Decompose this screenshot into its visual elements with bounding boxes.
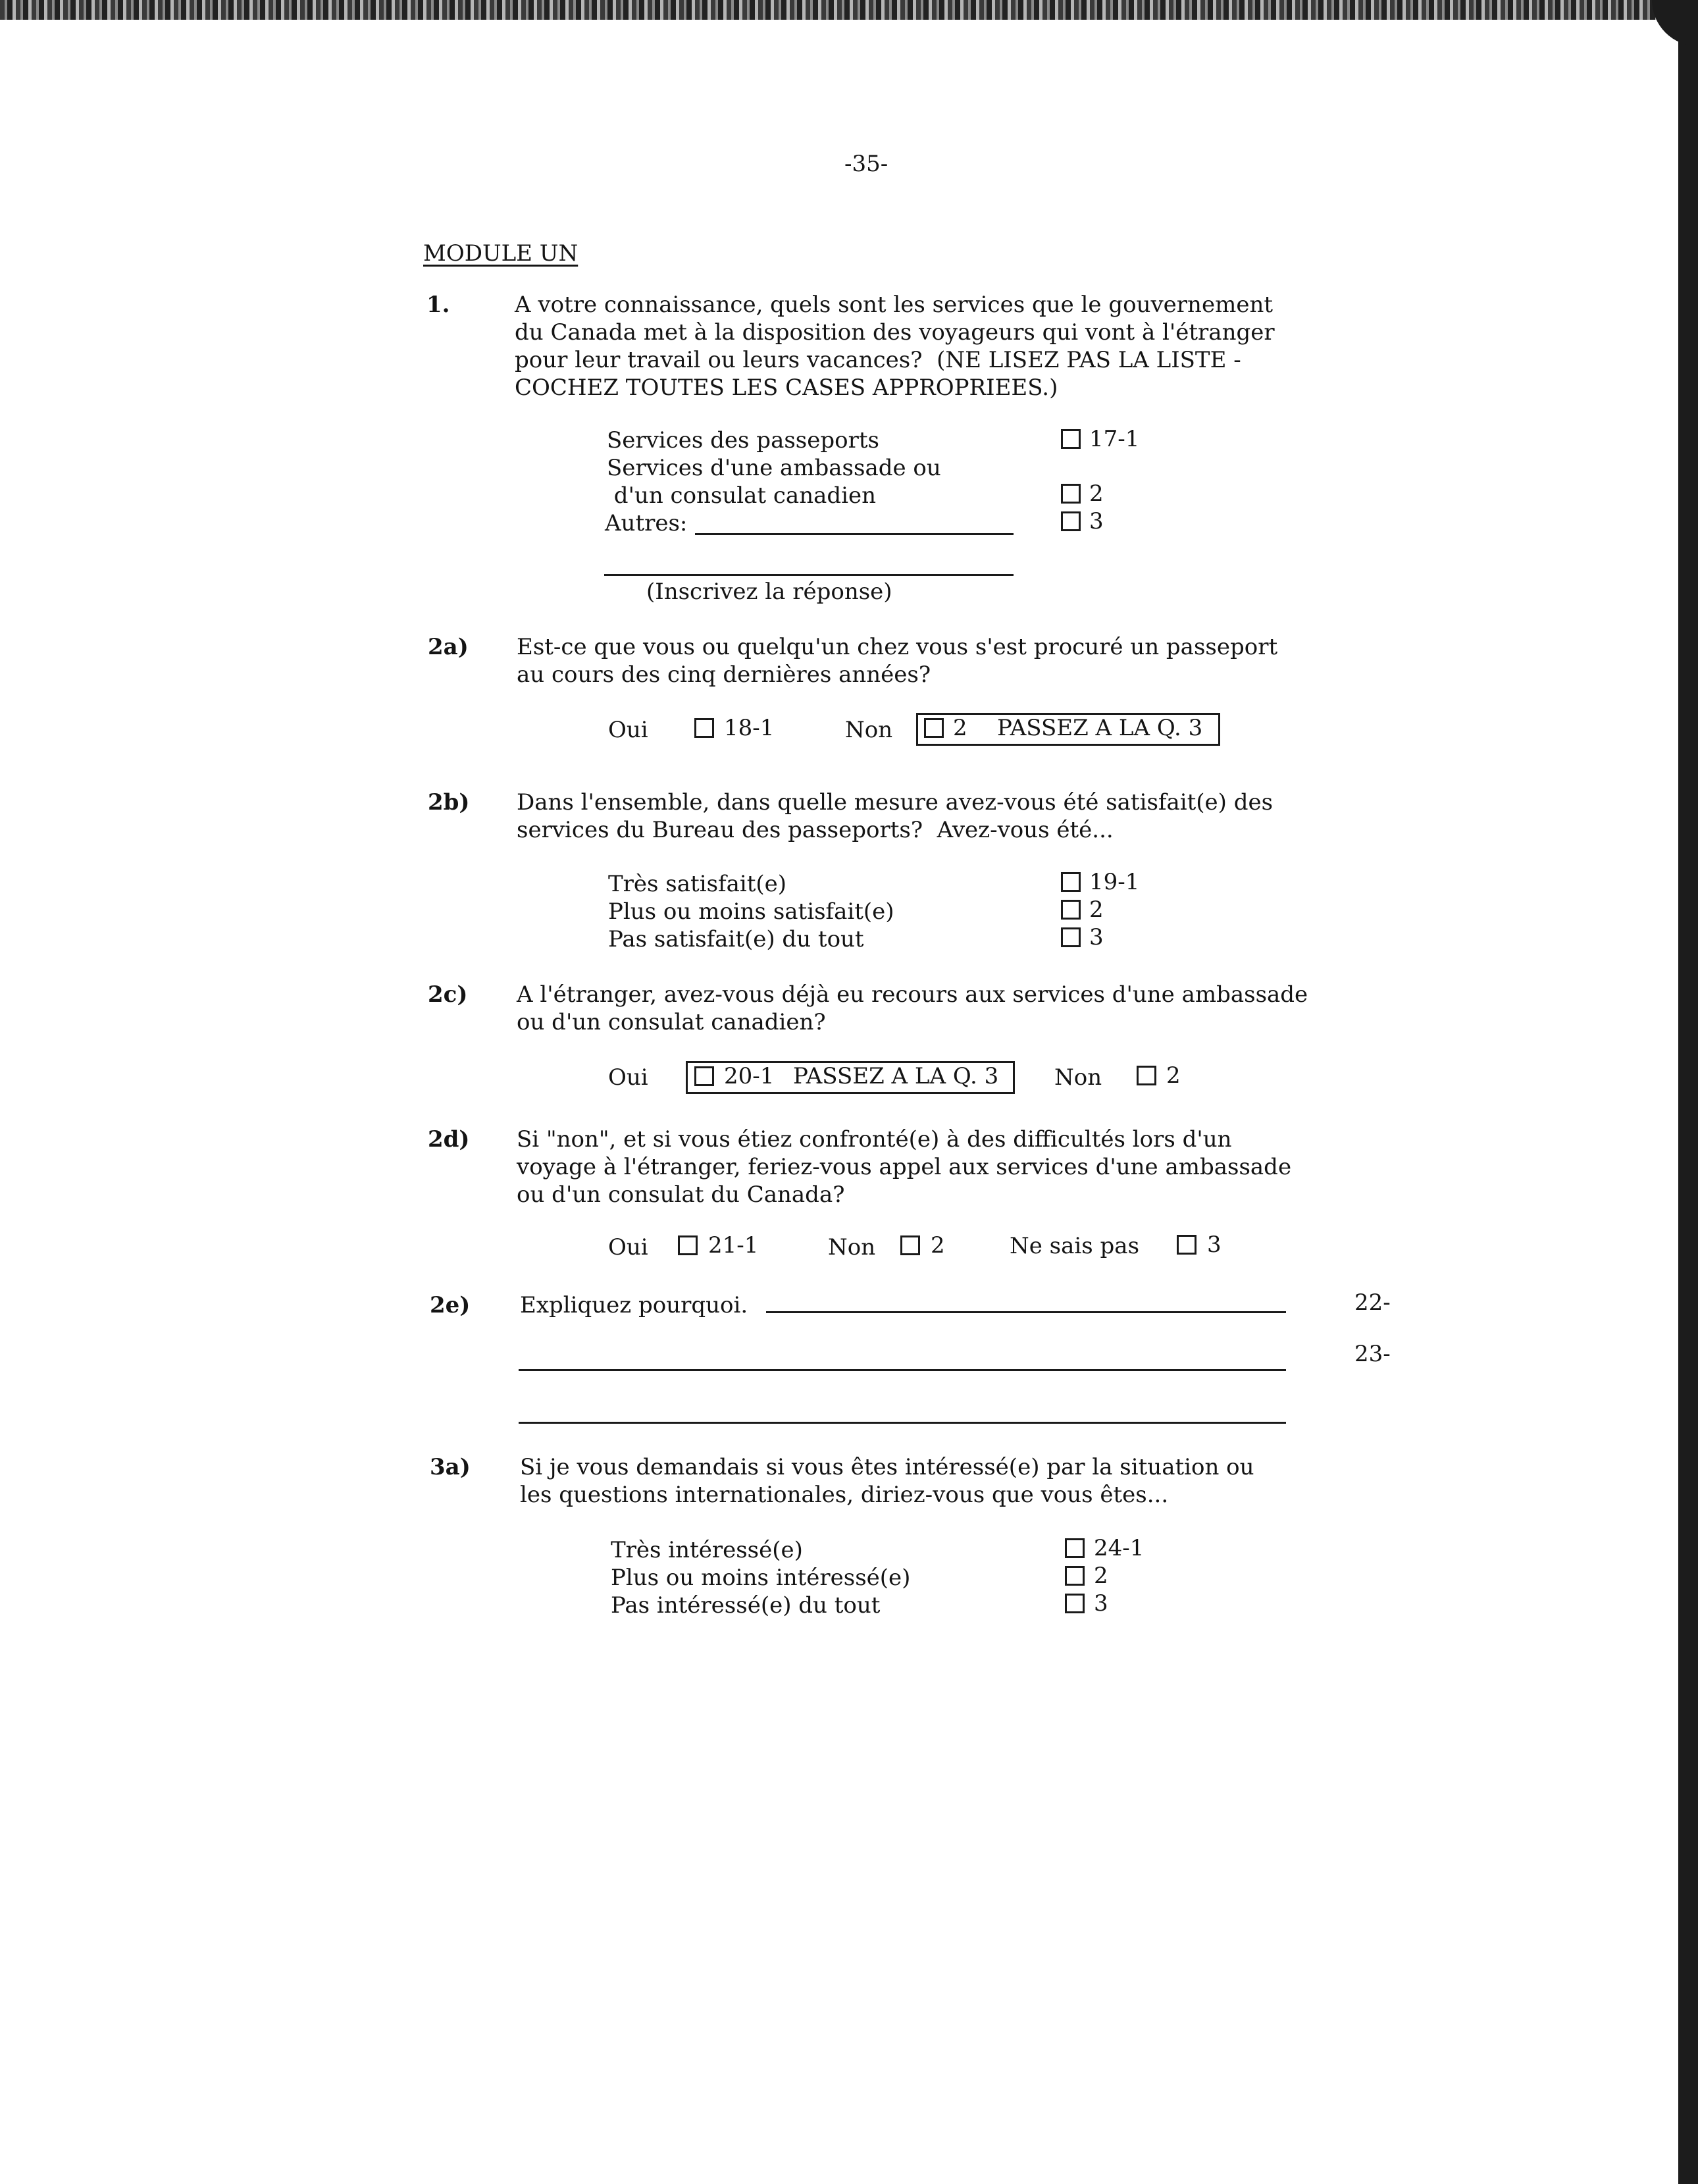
q3a-option-label: Pas intéressé(e) du tout [611, 1592, 881, 1619]
q2c-skip-instruction: PASSEZ A LA Q. 3 [793, 1063, 999, 1089]
q2c-number: 2c) [428, 981, 468, 1008]
q2b-text-line: services du Bureau des passeports? Avez-vous été... [517, 817, 1114, 843]
q2b-text-line: Dans l'ensemble, dans quelle mesure avez-vous été satisfait(e) des [517, 789, 1274, 816]
q2b-option-label: Plus ou moins satisfait(e) [608, 898, 894, 925]
q2c-oui-label: Oui [608, 1064, 648, 1091]
q2d-number: 2d) [428, 1126, 470, 1153]
q2b-checkbox[interactable] [1061, 900, 1081, 920]
q2d-oui-code: 21-1 [708, 1232, 759, 1259]
q2c-non-code: 2 [1166, 1062, 1181, 1089]
scan-edge-top [0, 0, 1698, 20]
q2e-code: 23- [1354, 1341, 1391, 1367]
q3a-number: 3a) [430, 1454, 471, 1480]
scan-corner [1652, 0, 1698, 46]
q2b-option-label: Pas satisfait(e) du tout [608, 926, 864, 952]
q1-option-label: Services des passeports [607, 427, 879, 454]
q2b-number: 2b) [428, 789, 470, 816]
q2a-oui-code: 18-1 [724, 715, 775, 741]
q3a-option-code: 3 [1094, 1590, 1108, 1617]
q1-text-line: A votre connaissance, quels sont les services que le gouvernement [515, 292, 1273, 318]
q2e-answer-line[interactable] [766, 1311, 1286, 1313]
q2c-non-checkbox[interactable] [1137, 1066, 1156, 1085]
q3a-text-line: Si je vous demandais si vous êtes intéressé(e) par la situation ou [520, 1454, 1254, 1480]
q2c-text-line: ou d'un consulat canadien? [517, 1009, 826, 1035]
q1-text-line: pour leur travail ou leurs vacances? (NE LISEZ PAS LA LISTE - [515, 347, 1241, 373]
q2c-non-label: Non [1054, 1064, 1102, 1091]
q2c-oui-checkbox[interactable] [694, 1066, 714, 1086]
q2b-option-code: 2 [1089, 897, 1104, 923]
scan-edge-right [1678, 0, 1698, 2184]
q3a-checkbox[interactable] [1065, 1538, 1085, 1558]
q1-write-note: (Inscrivez la réponse) [646, 579, 892, 605]
q3a-option-code: 24-1 [1094, 1535, 1145, 1561]
q2a-oui-checkbox[interactable] [694, 718, 714, 738]
q3a-checkbox[interactable] [1065, 1566, 1085, 1586]
q2a-text-line: au cours des cinq dernières années? [517, 662, 931, 688]
q1-answer-line[interactable] [695, 533, 1014, 535]
q2d-non-code: 2 [931, 1232, 945, 1259]
q3a-option-code: 2 [1094, 1563, 1108, 1589]
q2e-number: 2e) [430, 1292, 471, 1318]
q2b-checkbox[interactable] [1061, 872, 1081, 892]
q1-text-line: COCHEZ TOUTES LES CASES APPROPRIEES.) [515, 375, 1058, 401]
q2b-option-code: 3 [1089, 924, 1104, 950]
module-title: MODULE UN [423, 240, 579, 267]
q2e-code: 22- [1354, 1289, 1391, 1316]
q2a-number: 2a) [428, 634, 469, 660]
q1-checkbox[interactable] [1061, 511, 1081, 531]
q1-option-code: 17-1 [1089, 426, 1140, 452]
q2d-non-checkbox[interactable] [900, 1235, 920, 1255]
q1-option-label: Services d'une ambassade ou [607, 455, 941, 481]
q1-option-code: 3 [1089, 508, 1104, 534]
q2d-nsp-checkbox[interactable] [1177, 1235, 1196, 1255]
q2a-oui-label: Oui [608, 717, 648, 743]
q2e-text: Expliquez pourquoi. [520, 1292, 748, 1318]
q2a-skip-instruction: PASSEZ A LA Q. 3 [997, 715, 1203, 741]
q2b-checkbox[interactable] [1061, 927, 1081, 947]
q1-number: 1. [426, 292, 450, 318]
q2b-option-label: Très satisfait(e) [608, 871, 787, 897]
q2e-answer-line[interactable] [519, 1369, 1286, 1371]
q2d-text-line: voyage à l'étranger, feriez-vous appel aux services d'une ambassade [517, 1154, 1292, 1180]
q2d-nsp-label: Ne sais pas [1010, 1233, 1140, 1259]
q2a-non-label: Non [845, 717, 893, 743]
q2a-text-line: Est-ce que vous ou quelqu'un chez vous s'est procuré un passeport [517, 634, 1278, 660]
q3a-checkbox[interactable] [1065, 1594, 1085, 1613]
q2c-oui-code: 20-1 [724, 1063, 775, 1089]
q2d-nsp-code: 3 [1207, 1232, 1222, 1258]
q2b-option-code: 19-1 [1089, 869, 1140, 895]
q1-option-code: 2 [1089, 481, 1104, 507]
q2c-text-line: A l'étranger, avez-vous déjà eu recours aux services d'une ambassade [517, 981, 1308, 1008]
q2d-oui-label: Oui [608, 1234, 648, 1261]
q2a-non-code: 2 [953, 715, 967, 741]
q3a-option-label: Plus ou moins intéressé(e) [611, 1565, 911, 1591]
q2a-non-checkbox[interactable] [924, 718, 944, 738]
q2d-text-line: Si "non", et si vous étiez confronté(e) à des difficultés lors d'un [517, 1126, 1232, 1153]
q3a-text-line: les questions internationales, diriez-vous que vous êtes... [520, 1482, 1169, 1508]
q1-option-label: Autres: [605, 510, 688, 536]
q1-checkbox[interactable] [1061, 429, 1081, 449]
q1-answer-line[interactable] [604, 574, 1014, 576]
q2e-answer-line[interactable] [519, 1422, 1286, 1424]
q1-option-label: d'un consulat canadien [607, 482, 877, 509]
q1-checkbox[interactable] [1061, 484, 1081, 504]
q2d-oui-checkbox[interactable] [678, 1235, 698, 1255]
q3a-option-label: Très intéressé(e) [611, 1537, 803, 1563]
page-number: -35- [844, 151, 888, 177]
q2d-non-label: Non [828, 1234, 876, 1261]
q2d-text-line: ou d'un consulat du Canada? [517, 1182, 845, 1208]
q1-text-line: du Canada met à la disposition des voyageurs qui vont à l'étranger [515, 319, 1275, 346]
